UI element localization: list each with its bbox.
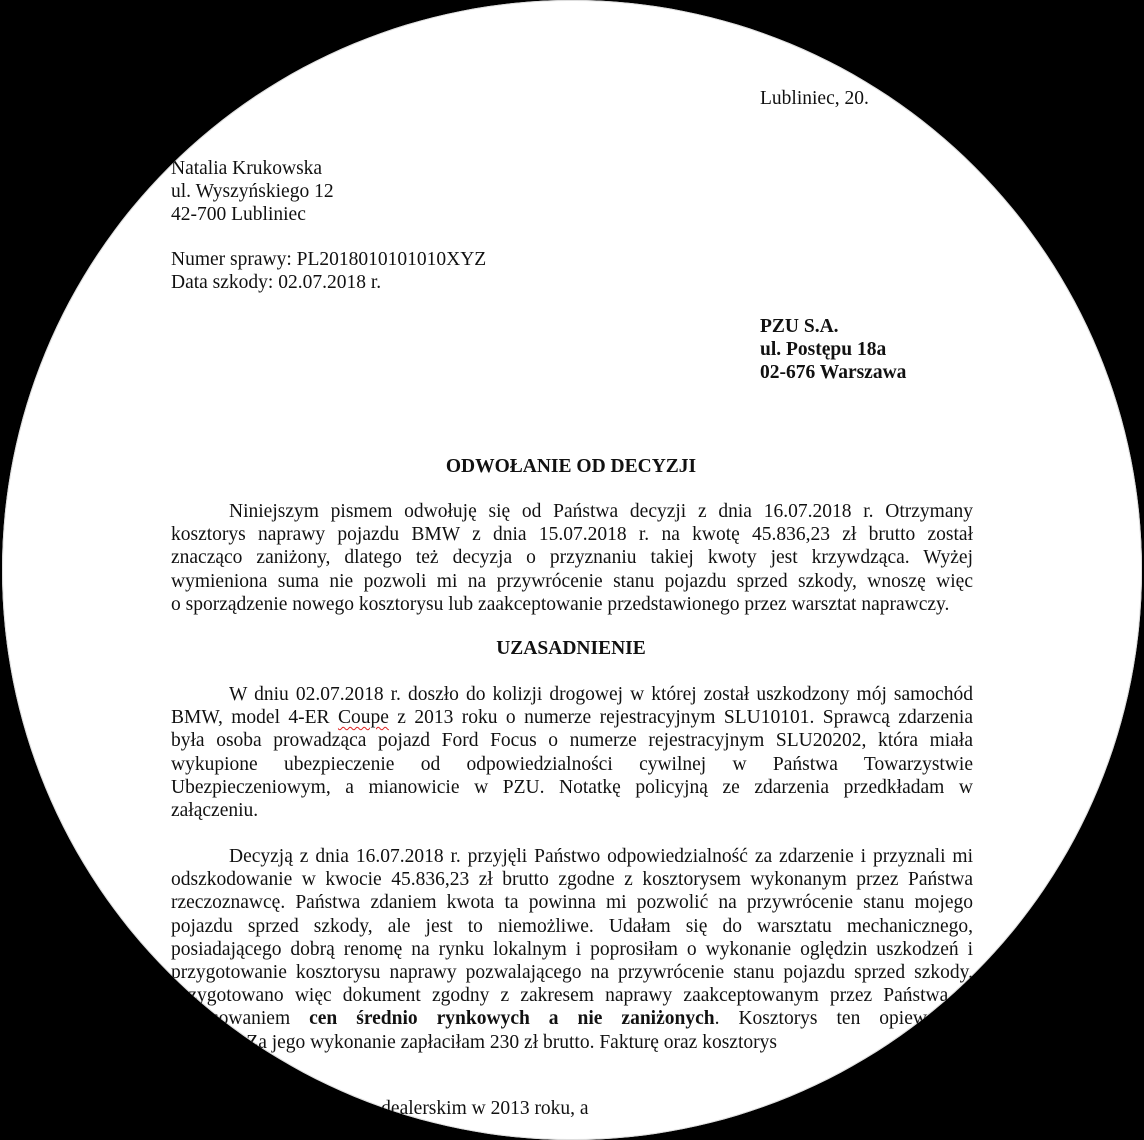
paragraph-decision [171,845,973,1054]
recipient-company: PZU S.A. [760,316,839,337]
paragraph-line: BMW, model 4-ER Coupe z 2013 roku o numerze rejestracyjnym SLU10101. Sprawcą zdarzenia [171,707,973,729]
paragraph-line: pojazdu sprzed szkody, ale jest to niemożliwe. Udałam się do warsztatu mechanicznego, [171,915,973,937]
sender-name: Natalia Krukowska [171,158,323,179]
paragraph-line: Ubezpieczeniowym, a mianowicie w PZU. Notatkę policyjną ze zdarzenia przedkładam w [171,776,973,798]
paragraph-line: Przygotowano więc dokument zgodny z zakresem naprawy zaakceptowanym przez Państwa, z [171,985,973,1007]
paragraph-line: przygotowanie kosztorysu naprawy pozwalającego na przywrócenie stanu pojazdu sprzed szkody. [171,961,973,983]
sender-street: ul. Wyszyńskiego 12 [171,181,334,203]
letter-document [2,0,1142,1140]
paragraph-line: Kupiłam w salonie dealerskim w 2013 roku, a [229,1098,589,1119]
damage-date: Data szkody: 02.07.2018 r. [171,272,382,294]
sender-block [171,157,334,227]
paragraph-incident [171,683,973,822]
paragraph-line: znacząco zaniżony, dlatego też decyzja o przyznaniu takiej kwoty jest krzywdząca. Wyżej [171,547,973,569]
justification-heading: UZASADNIENIE [496,638,646,659]
case-info [171,248,486,294]
sender-city: 42-700 Lubliniec [171,204,306,226]
paragraph-line: o sporządzenie nowego kosztorysu lub zaakceptowanie przedstawionego przez warsztat naprawczy. [171,593,950,615]
document-viewport [2,0,1142,1140]
paragraph-line: odszkodowanie w kwocie 45.836,23 zł brutto zgodne z kosztorysem wykonanym przez Państwa [171,869,973,891]
emphasis-text: cen średnio rynkowych a nie zaniżonych [309,1008,715,1030]
paragraph-line: Decyzją z dnia 16.07.2018 r. przyjęli Państwo odpowiedzialność za zdarzenie i przyznali mi [229,846,973,867]
case-number: Numer sprawy: PL2018010101010XYZ [171,249,487,270]
recipient-block [760,315,906,385]
place-date: Lubliniec, 20. [760,88,869,109]
paragraph-line: kosztorys naprawy pojazdu BMW z dnia 15.07.2018 r. na kwotę 45.836,23 zł brutto został [171,524,973,546]
paragraph-line: rzeczoznawcę. Państwa zdaniem kwota ta powinna mi pozwolić na przywrócenie stanu mojego [171,892,973,914]
paragraph-line: była osoba prowadząca pojazd Ford Focus o numerze rejestracyjnym SLU20202, która miała [171,730,973,752]
paragraph-line: zastosowaniem cen średnio rynkowych a nie zaniżonych. Kosztorys ten opiewa na [171,1008,973,1030]
paragraph-line: posiadającego dobrą renomę na rynku lokalnym i poprosiłam o wykonanie oględzin uszkodzeń i [171,938,973,960]
spellcheck-mark: Coupe [337,707,389,729]
recipient-city: 02-676 Warszawa [760,362,907,384]
paragraph-line: wykupione ubezpieczenie od odpowiedzialności cywilnej w Państwa Towarzystwie [171,753,973,775]
paragraph-appeal [171,500,973,616]
paragraph-line: zł brutto. Za jego wykonanie zapłaciłam 230 zł brutto. Fakturę oraz kosztorys [171,1031,777,1053]
paragraph-line: załączeniu. [171,799,259,821]
recipient-street: ul. Postępu 18a [760,339,887,361]
paragraph-line: wymieniona suma nie pozwoli mi na przywrócenie stanu pojazdu sprzed szkody, wnoszę więc [171,570,973,592]
paragraph-purchase [171,1097,973,1120]
document-title: ODWOŁANIE OD DECYZJI [445,456,697,477]
paragraph-line: W dniu 02.07.2018 r. doszło do kolizji drogowej w której został uszkodzony mój samochód [229,684,973,705]
paragraph-line: Niniejszym pismem odwołuję się od Państwa decyzji z dnia 16.07.2018 r. Otrzymany [229,501,973,522]
